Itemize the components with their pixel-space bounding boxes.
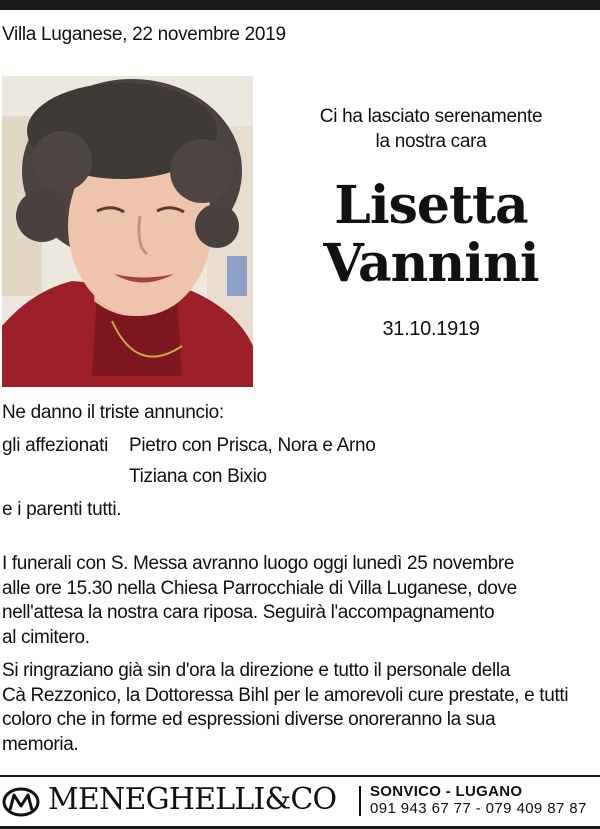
- announcement-closing: e i parenti tutti.: [2, 499, 122, 520]
- intro-line-1: Ci ha lasciato serenamente: [319, 106, 543, 127]
- intro-text: [262, 104, 600, 154]
- mourner-line-2: Tiziana con Bixio: [129, 466, 267, 487]
- birth-date: 31.10.1919: [382, 318, 480, 340]
- last-name: Vannini: [323, 233, 539, 294]
- brand-logo-icon: [2, 786, 40, 818]
- paragraph-line: Cà Rezzonico, la Dottoressa Bihl per le amorevoli cure prestate, e tutti: [2, 684, 569, 706]
- paragraph-line: coloro che in forme ed espressioni diverse onoreranno la sua: [2, 709, 496, 730]
- mourner-line-1: Pietro con Prisca, Nora e Arno: [129, 435, 376, 456]
- footer-phones: 091 943 67 77 - 079 409 87 87: [370, 800, 587, 817]
- paragraph-line: Si ringraziano già sin d'ora la direzione e tutto il personale della: [2, 660, 510, 681]
- funeral-paragraph: [2, 552, 572, 650]
- footer-divider: [359, 786, 361, 816]
- place-date: Villa Luganese, 22 novembre 2019: [2, 24, 286, 45]
- thanks-paragraph: [2, 659, 572, 757]
- first-name: Lisetta: [334, 175, 528, 236]
- brand-name: MENEGHELLI&CO: [48, 782, 337, 817]
- portrait-photo: [2, 76, 253, 387]
- paragraph-line: memoria.: [2, 733, 79, 755]
- footer-top-rule: [0, 775, 600, 777]
- paragraph-line: nell'attesa la nostra cara riposa. Seguirà l'accompagnamento: [2, 602, 495, 623]
- announcement-heading: Ne danno il triste annuncio:: [2, 402, 224, 423]
- paragraph-line: al cimitero.: [2, 626, 90, 648]
- mourners-label: gli affezionati: [2, 435, 109, 456]
- paragraph-line: I funerali con S. Messa avranno luogo oggi lunedì 25 novembre: [2, 553, 515, 574]
- footer-location: SONVICO - LUGANO: [370, 783, 523, 800]
- intro-line-2: la nostra cara: [375, 131, 487, 152]
- top-rule: [0, 0, 600, 10]
- paragraph-line: alle ore 15.30 nella Chiesa Parrocchiale di Villa Luganese, dove: [2, 577, 517, 599]
